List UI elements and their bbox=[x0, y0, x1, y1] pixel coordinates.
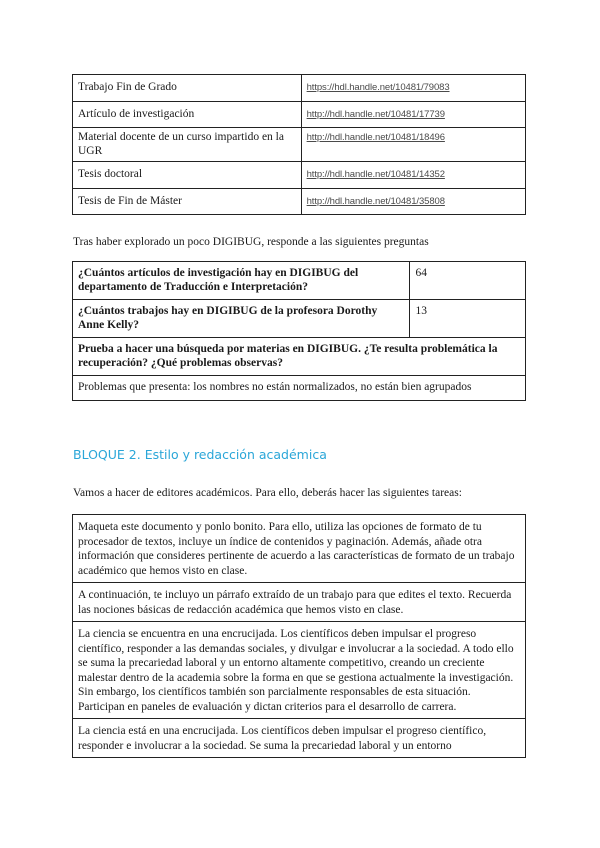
table-row bbox=[73, 101, 526, 128]
original-paragraph-cell: La ciencia se encuentra en una encrucijada. Los científicos deben impulsar el progreso científico, responder a las demandas sociales, y divulgar e involucrar a la sociedad. A todo ello se suma la precariedad laboral y un entorno altamente competitivo, creando un creciente malestar dentro de la academia sobre la forma en que se gestiona actualmente la investigación. Sin embargo, los científicos también son parcialmente responsables de esta situación. Participan en paneles de evaluación y dictan criterios para el desarrollo de carrera. bbox=[73, 622, 526, 719]
resource-url-cell bbox=[301, 162, 525, 189]
handle-link[interactable]: https://hdl.handle.net/10481/79083 bbox=[306, 82, 450, 93]
resource-url-cell bbox=[301, 101, 525, 128]
tasks-intro: Vamos a hacer de editores académicos. Para ello, deberás hacer las siguientes tareas: bbox=[73, 487, 462, 499]
resource-url-cell bbox=[301, 75, 525, 102]
table-row bbox=[73, 719, 526, 758]
table-row bbox=[73, 622, 526, 719]
edited-paragraph-cell[interactable]: La ciencia está en una encrucijada. Los científicos deben impulsar el progreso científico, responder e involucrar a la sociedad. Se suma la precariedad laboral y un entorno bbox=[73, 719, 526, 758]
question-cell: ¿Cuántos trabajos hay en DIGIBUG de la profesora Dorothy Anne Kelly? bbox=[73, 300, 410, 338]
task-cell: Maqueta este documento y ponlo bonito. Para ello, utiliza las opciones de formato de tu procesador de textos, incluye un índice de contenidos y paginación. Además, añade otra información que consideres pertinente de acuerdo a las características de formato de un trabajo académico que hemos visto en clase. bbox=[73, 515, 526, 583]
task-cell: A continuación, te incluyo un párrafo extraído de un trabajo para que edites el texto. Recuerda las nociones básicas de redacción académica que hemos visto en clase. bbox=[73, 583, 526, 622]
resource-type-cell: Artículo de investigación bbox=[73, 101, 302, 128]
table-row bbox=[73, 376, 526, 401]
handle-link[interactable]: http://hdl.handle.net/10481/14352 bbox=[306, 169, 445, 180]
tasks-table bbox=[72, 514, 526, 758]
handle-link[interactable]: http://hdl.handle.net/10481/35808 bbox=[306, 195, 445, 207]
questions-intro: Tras haber explorado un poco DIGIBUG, responde a las siguientes preguntas bbox=[73, 236, 429, 248]
answer-cell[interactable]: Problemas que presenta: los nombres no están normalizados, no están bien agrupados bbox=[73, 376, 526, 401]
resource-url-cell bbox=[301, 128, 525, 162]
question-cell: ¿Cuántos artículos de investigación hay en DIGIBUG del departamento de Traducción e Interpretación? bbox=[73, 262, 410, 300]
resource-type-cell: Material docente de un curso impartido en la UGR bbox=[73, 128, 302, 162]
table-row bbox=[73, 300, 526, 338]
table-row bbox=[73, 162, 526, 189]
answer-cell[interactable]: 64 bbox=[410, 262, 526, 300]
table-row bbox=[73, 515, 526, 583]
resource-url-cell bbox=[301, 188, 525, 215]
resource-type-cell: Tesis de Fin de Máster bbox=[73, 188, 302, 215]
table-row bbox=[73, 75, 526, 102]
handle-link[interactable]: http://hdl.handle.net/10481/18496 bbox=[306, 132, 445, 143]
table-row bbox=[73, 128, 526, 162]
table-row bbox=[73, 583, 526, 622]
resource-type-cell: Tesis doctoral bbox=[73, 162, 302, 189]
resources-table bbox=[72, 74, 526, 215]
resource-type-cell: Trabajo Fin de Grado bbox=[73, 75, 302, 102]
table-row bbox=[73, 188, 526, 215]
questions-table bbox=[72, 261, 526, 401]
question-cell: Prueba a hacer una búsqueda por materias en DIGIBUG. ¿Te resulta problemática la recuperación? ¿Qué problemas observas? bbox=[73, 338, 526, 376]
handle-link[interactable]: http://hdl.handle.net/10481/17739 bbox=[306, 108, 445, 120]
table-row bbox=[73, 262, 526, 300]
answer-cell[interactable]: 13 bbox=[410, 300, 526, 338]
table-row bbox=[73, 338, 526, 376]
section-heading: BLOQUE 2. Estilo y redacción académica bbox=[73, 447, 327, 462]
